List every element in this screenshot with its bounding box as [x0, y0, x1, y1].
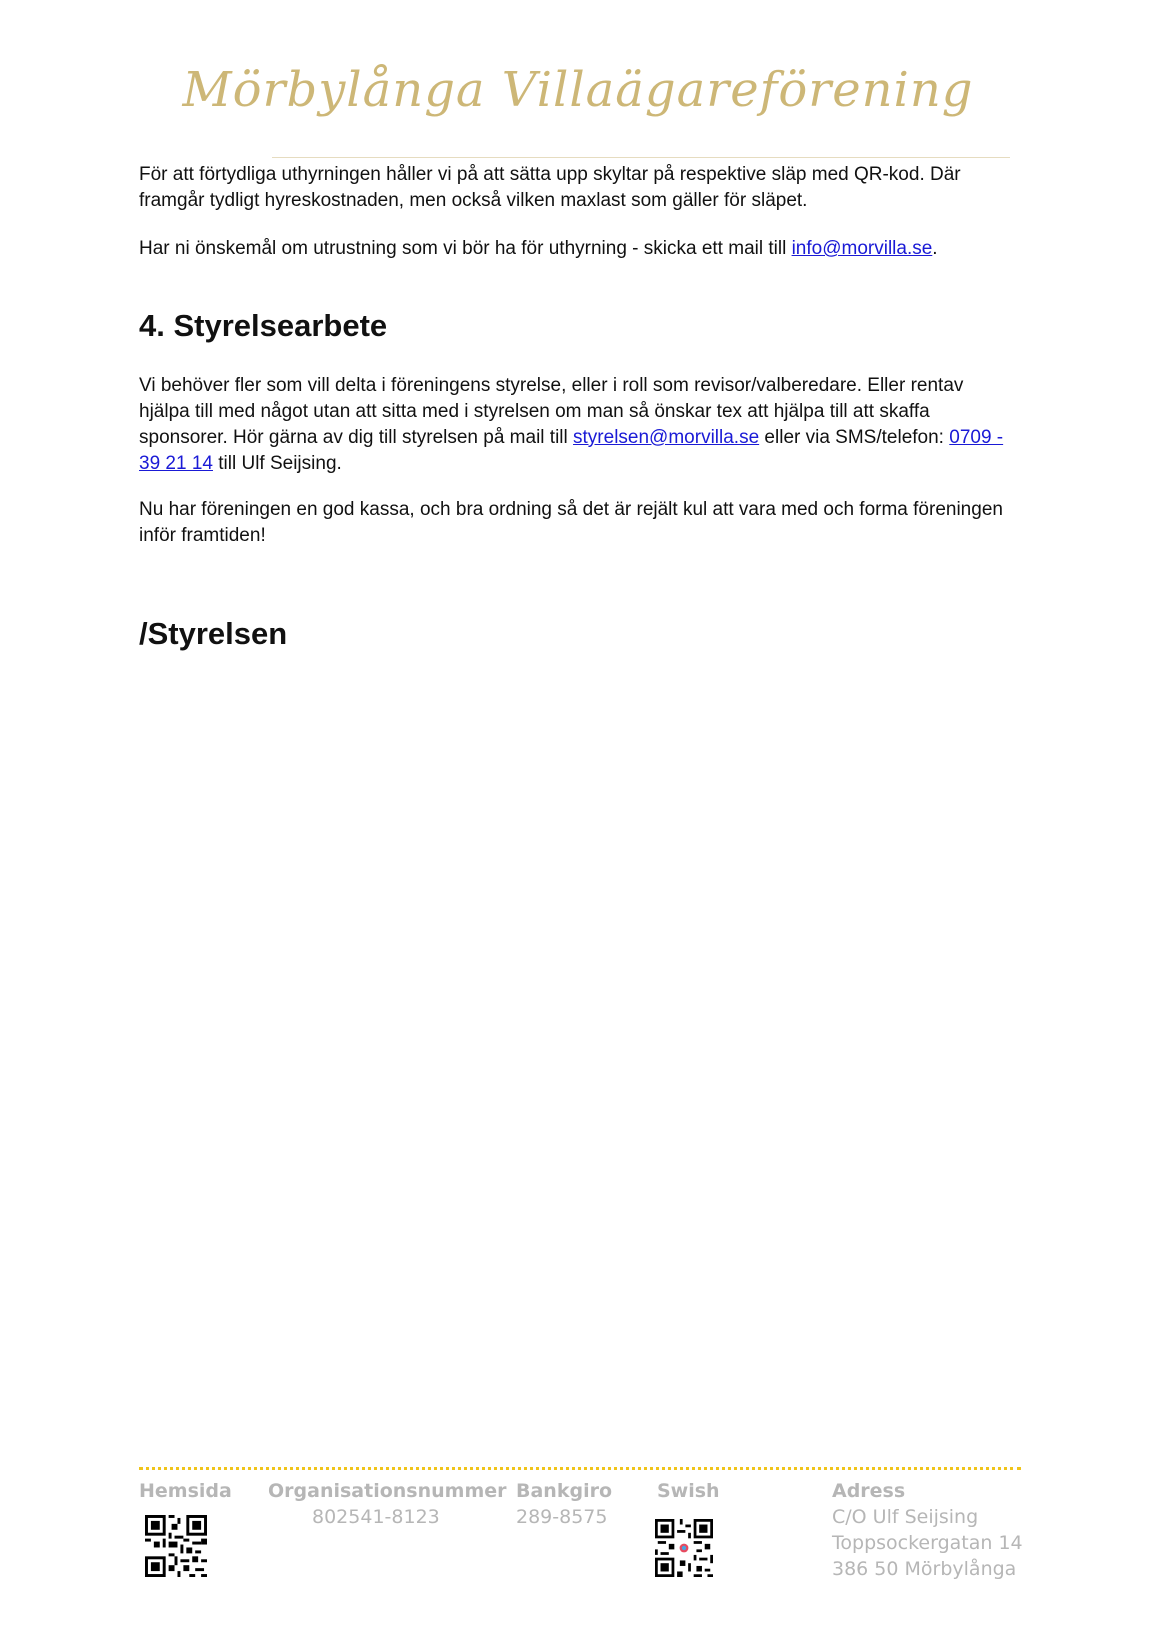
section-heading-styrelsearbete: 4. Styrelsearbete — [139, 308, 388, 343]
footer-adress-line1: C/O Ulf Seijsing — [832, 1506, 979, 1528]
phone-link[interactable]: 0709 - 39 21 14 — [139, 427, 1004, 474]
qr-code-swish-icon[interactable] — [655, 1519, 713, 1577]
qr-code-hemsida-icon[interactable] — [145, 1515, 207, 1577]
footer-adress-label: Adress — [832, 1480, 906, 1502]
footer-adress-line3: 386 50 Mörbylånga — [832, 1558, 1017, 1580]
footer-bankgiro-value: 289-8575 — [516, 1506, 608, 1528]
footer-org — [268, 1478, 507, 1530]
paragraph-equipment-wishes — [139, 236, 938, 262]
p2-text: Har ni önskemål om utrustning som vi bör ha för uthyrning - skicka ett mail till — [139, 238, 792, 259]
signature: /Styrelsen — [139, 616, 288, 651]
email-link-styrelsen[interactable]: styrelsen@morvilla.se — [573, 427, 760, 448]
email-link-info[interactable]: info@morvilla.se — [791, 238, 933, 259]
footer-bankgiro — [516, 1478, 612, 1530]
footer-divider — [139, 1467, 1021, 1470]
p3-mid: eller via SMS/telefon: — [759, 427, 950, 448]
p3-end: till Ulf Seijsing. — [212, 453, 342, 474]
header-divider — [272, 157, 1010, 158]
footer-hemsida-label: Hemsida — [139, 1480, 232, 1502]
paragraph-rental-signs: För att förtydliga uthyrningen håller vi på att sätta upp skyltar på respektive släp med QR-kod. Där framgår tydligt hyreskostnaden, men också vilken maxlast som gäller för släpet. — [139, 164, 961, 211]
footer-adress — [832, 1478, 1023, 1582]
p2-end: . — [932, 238, 938, 259]
paragraph-board-work — [139, 373, 1019, 477]
footer-org-label: Organisationsnummer — [268, 1480, 507, 1502]
footer-swish — [657, 1478, 720, 1504]
footer-swish-label: Swish — [657, 1480, 720, 1502]
footer-bankgiro-label: Bankgiro — [516, 1480, 613, 1502]
paragraph-good-finances: Nu har föreningen en god kassa, och bra ordning så det är rejält kul att vara med och forma föreningen inför framtiden! — [139, 499, 1003, 546]
footer-adress-line2: Toppsockergatan 14 — [832, 1532, 1023, 1554]
logo: Mörbylånga Villaägareförening — [182, 62, 974, 118]
footer-hemsida — [139, 1478, 232, 1504]
footer-org-value: 802541-8123 — [312, 1506, 440, 1528]
p3-text: Vi behöver fler som vill delta i föreningens styrelse, eller i roll som revisor/valberedare. Eller rentav hjälpa till med något utan att sitta med i styrelsen om man så önskar tex att hjälpa till att skaffa sponsorer. Hör gärna av dig till styrelsen på mail till — [139, 375, 964, 448]
